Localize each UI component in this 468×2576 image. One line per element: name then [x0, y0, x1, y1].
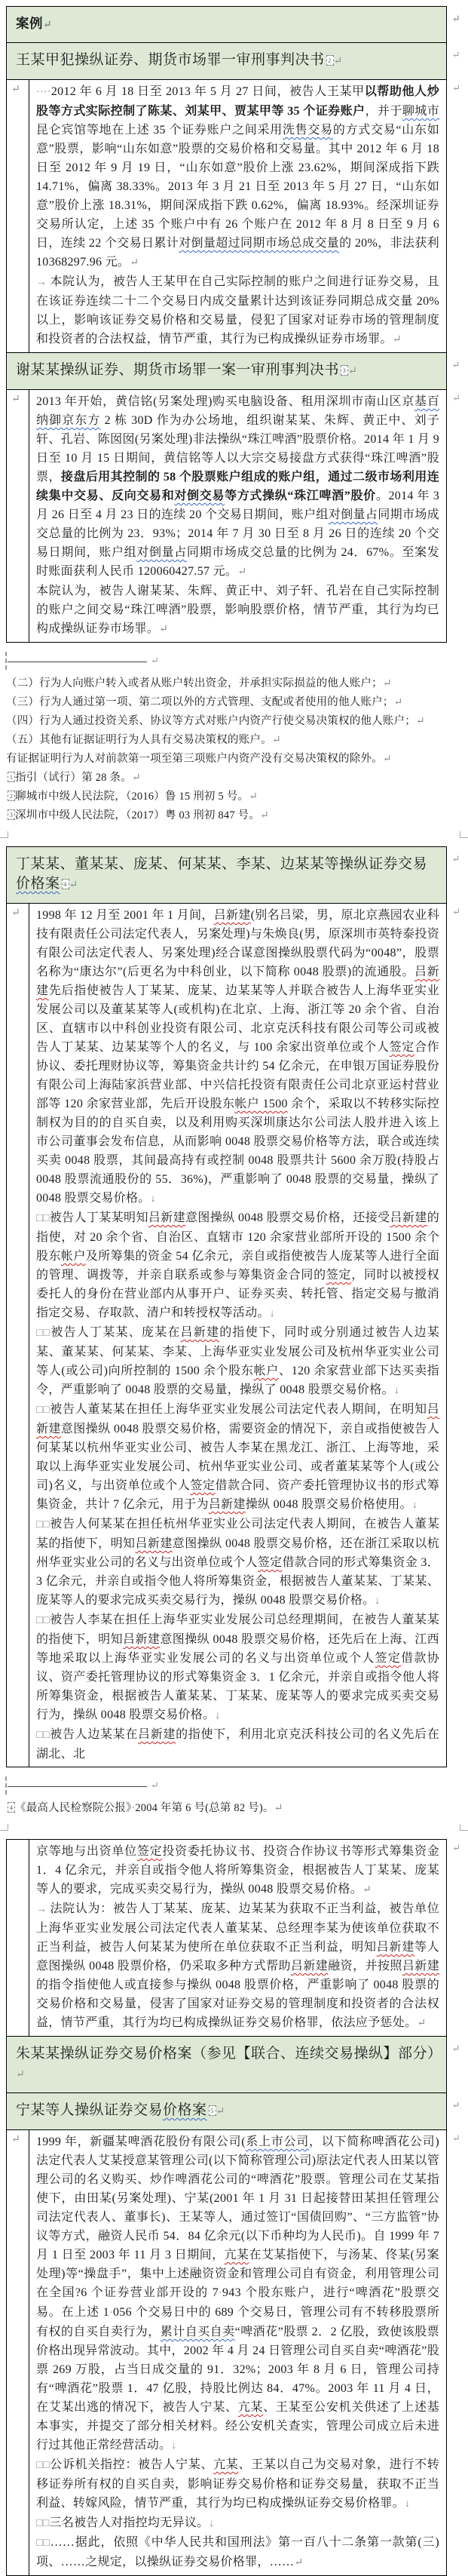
case-title — [16, 362, 339, 378]
footnote-line — [6, 1799, 447, 1818]
row-end-mark-icon: ↵ — [451, 49, 460, 60]
footnote-separator — [6, 1779, 447, 1793]
footnote-ref-marker: 5 — [209, 2105, 216, 2116]
paragraph-mark-icon: ↵ — [69, 880, 78, 891]
case-body-row — [7, 2130, 460, 2575]
paragraph-mark-icon: ↵ — [362, 1884, 372, 1896]
paragraph — [36, 1842, 439, 1899]
text-run: 被告人丁某某、庞某在 — [50, 1326, 181, 1339]
text-run: ，同时以被授权委托人的身份在营业部内从事开户、证券买卖、转托管、指定交易与撤消指定交易、存取款、清户和转授权等活动。 — [36, 1269, 439, 1319]
text-run: 借款合同、资产委托管理协议书的形式筹集资金，共计 7 亿余元，用于为 — [36, 1479, 440, 1511]
text-run: 京等地与出资单位 — [36, 1845, 137, 1858]
text-run: 本院认为，被告人王某甲在自己实际控制的账户之间进行证券交易，且在该证券连续二十二个交易日内成交量累计达到该证券同期总成交量 20%以上，影响该证券交易价格和交易量，侵犯了国家对证券市场的管理制度和投资者的合法权益，情节严重，其行为已构成操纵证券市场罪。 — [36, 275, 439, 345]
linebreak-mark-icon: ↓ — [215, 1710, 221, 1721]
paragraph-mark-icon: ↵ — [237, 566, 247, 578]
text-run: 基百纳御京东方 — [36, 395, 439, 427]
case-body-row — [7, 1840, 460, 2037]
text-run: 聊城市中级人民法院，（2016）鲁 15 刑初 5 号。 — [15, 791, 249, 803]
paragraph-mark-icon: ↵ — [348, 366, 358, 377]
footnote-line — [6, 731, 447, 750]
text-run: （四）行为人通过投资关系、协议等方式对账户内资产行使交易决策权的他人账户； — [6, 715, 416, 727]
row-left-cell — [7, 2130, 29, 2575]
text-run: 指引（试行）第 28 条。 — [15, 772, 132, 784]
paragraph — [36, 1400, 439, 1515]
text-run: 丁某某、董某某、庞某、何某某、李某、边某某等操纵证券交易 — [16, 856, 428, 872]
row-end-mark-icon: ↵ — [451, 2099, 460, 2111]
formatting-mark-icon: □□ — [36, 1730, 50, 1741]
case-title-row — [7, 2093, 460, 2130]
row-end-mark-icon: ↵ — [452, 906, 460, 917]
text-run: 及所筹集的资金 54 亿余元，亲自或指使被告人庞某等人进行全面的管理、调拨等，并亲自联系或参与筹集资金合同的 — [36, 1250, 439, 1282]
paragraph-mark-icon: ↵ — [393, 697, 403, 708]
section-title — [16, 16, 43, 31]
footnote-ref-marker: 1 — [8, 772, 15, 782]
paragraph-mark-icon: ↵ — [260, 810, 269, 821]
footnote-line — [6, 712, 447, 731]
formatting-mark-icon: □□ — [36, 1519, 50, 1531]
text-run: 被告人丁某某明知 — [49, 1211, 148, 1224]
row-end-mark-icon: ↵ — [452, 82, 460, 94]
text-run: 融资，并按照 — [328, 1960, 402, 1973]
text-run: 帐户 — [253, 1365, 279, 1377]
text-run: 吕新建 — [290, 1960, 329, 1973]
paragraph — [36, 1610, 439, 1725]
text-run: 公诉机关指控：被告人宁某、 — [50, 2458, 214, 2471]
footnote-separator — [6, 655, 447, 668]
formatting-mark-icon: □□ — [36, 2460, 50, 2471]
text-run: “啤酒花”股票 2．2 亿股，致使该股票价格出现异常波动。其中，2002 年 4 月 24 日管理公司自买自卖“啤酒花”股票 269 万股，占当日成交量的 91．32%；2003 年 8 月 6 日，管理公司持有“啤酒花”股票 1．47 亿股，持股比例达 84．47%。2003 年 11 月 4 日，在艾某出逃的情况下，被告人宁某、 — [36, 2326, 439, 2414]
case-title-row — [7, 2037, 460, 2093]
text-run: 有证据证明行为人对前款第一项至第三项账户内资产没有交易决策权的除外。 — [6, 753, 383, 765]
linebreak-mark-icon: ↓ — [150, 1193, 156, 1205]
paragraph — [36, 2455, 439, 2513]
paragraph-mark-icon: ↵ — [417, 2018, 427, 2029]
case-title — [16, 52, 325, 68]
case-title — [16, 2102, 207, 2118]
linebreak-mark-icon: ↓ — [405, 2498, 411, 2510]
text-run: 意图操纵 0048 股票交易价格，还接受 — [185, 1211, 390, 1224]
footnote-line — [6, 693, 447, 712]
paragraph-mark-icon: ↵ — [11, 84, 20, 95]
text-run: 吕新建 — [135, 1537, 173, 1550]
paragraph — [36, 1725, 439, 1764]
text-run: 本院认为，被告人谢某某、朱辉、黄正中、刘子轩、孔岩在自己实际控制的账户之间交易“珠江啤酒”股票，影响股票价格，情节严重，其行为均已构成操纵证券市场罪。 — [36, 585, 439, 635]
text-run: 2012 年 6 月 18 日至 2013 年 5 月 27 日间，被告人王某甲 — [50, 85, 365, 98]
text-run: 被告人董某某在担任上海华亚实业发展公司法定代表人期间，在明知 — [50, 1403, 427, 1416]
text-run: 意图操纵 0048 股票交易价格，需要资金的情况下，亲自或指使被告人何某某以杭州华亚实业公司、被告人李某在黑龙江、浙江、上海等地，采取以上海华亚实业发展公司、杭州华亚实业公司、或者董某某等个人(或公司)名义，与出资单位或个人 — [36, 1423, 439, 1492]
paragraph-mark-icon: ↵ — [249, 791, 258, 803]
document-flow — [0, 6, 468, 2576]
text-run: ，并于 — [365, 105, 402, 118]
footnote-area — [6, 655, 447, 825]
footnote-ref-marker: 3 — [341, 365, 348, 376]
paragraph-mark-icon: ↵ — [151, 1779, 159, 1791]
formatting-mark-icon: · — [219, 2288, 222, 2299]
row-end-mark-icon: ↵ — [452, 1842, 460, 1853]
text-run: 2013 年开始，黄信铭(另案处理)购买电脑设备、租用深圳市南山区京 — [36, 395, 414, 408]
paragraph-mark-icon: ↵ — [392, 334, 402, 345]
text-run: 以帮助他人炒股等方式实际控制了陈某、刘某甲、贾某甲等 35 个证券账户 — [36, 85, 439, 118]
linebreak-mark-icon: ↓ — [269, 1308, 276, 1319]
footnote-area — [6, 1779, 447, 1818]
formatting-mark-icon: □□ — [36, 1213, 50, 1224]
page-corner-left — [0, 1824, 8, 1831]
paragraph-mark-icon: ↵ — [130, 257, 139, 269]
text-run: 吕新建 — [402, 1960, 439, 1973]
row-end-mark-icon: ↵ — [451, 359, 460, 370]
text-run: 昆仑宾馆等地在上述 35 个证券账户之间采用 — [36, 124, 283, 137]
text-run: 。2014 年 3 月 26 日至 4 月 23 日的连续 20 个交易日期间，账户组 — [36, 490, 439, 521]
text-run: 等方式操纵“珠江啤酒”股价 — [225, 490, 376, 502]
text-run: 吕新建 — [148, 1211, 186, 1224]
row-left-cell — [7, 390, 29, 642]
text-run: 2004 年第 6 号(总第 82 号)。 — [135, 1802, 274, 1814]
footnote-line — [6, 750, 447, 769]
text-run: 聊城市 — [402, 105, 439, 118]
footnote-line — [6, 674, 447, 693]
text-run: 、120 余家营业部下达买卖指令，严重影响了 0048 股票的交易量，操纵了 0048 股票交易价格。 — [36, 1365, 439, 1396]
text-run: ，以下简称啤酒花公司)法定代表人艾某授意某管理公司(以下简称管理公司)原法定代表人田某以管理公司的名义购买、炒作啤酒花公司的“啤酒花”股票。管理公司在艾某指使下，由田某(另案处理)、宁某(2001 年 1 月 31 日起接替田某担任管理公司法定代表人、董事长)、王某等人，通过签订“国债回购”、“三方监管”协议等方式，融资人民币 54．84 亿余元(以下币种均为人民币)。自 1999 年 7 月 1 日至 2003 年 11 月 3 日期间， — [36, 2135, 439, 2261]
text-run: 1998 年 12 月至 2001 年 1 月间， — [36, 909, 214, 922]
case-title-row — [7, 353, 460, 390]
text-run: 吕新建 — [390, 1211, 427, 1224]
formatting-mark-icon: · — [131, 1803, 136, 1814]
formatting-mark-icon: □□ — [36, 1405, 50, 1416]
case-body-row — [7, 904, 460, 1767]
text-run: 洗售交易 — [282, 124, 333, 137]
page-corner-right — [460, 831, 468, 838]
footnote-ref-marker: 4 — [8, 1802, 15, 1813]
formatting-mark-icon: · — [109, 2307, 113, 2319]
text-run: 2 栋 30D 作为办公场地，组织谢某某、朱辉、黄正中、刘子轩、孔岩、陈囡囡(另案处理)非法操纵“珠江啤酒”股票价格。2014 年 1 月 9 日至 10 月 15 日期间，黄信铭等人以大宗交易接盘方式获得“珠江啤酒”股票， — [36, 414, 439, 484]
text-run: 对倒交易 — [174, 490, 225, 502]
text-run: 朱某某操纵证券交易价格案（参见【联合、连续交易操纵】部分） — [16, 2046, 442, 2062]
text-run: 的指令指使他人或直接参与操纵 0048 股票价格，严重影响了 0048 股票的交易价格和交易量，侵害了国家对证券交易的管理制度和投资者的合法权益，情节严重，其行为均已构成操纵证券交易价格罪，依法应予惩处。 — [36, 1979, 439, 2029]
formatting-mark-icon: □□ — [36, 1328, 51, 1339]
row-end-mark-icon: ↵ — [452, 2132, 460, 2144]
text-run: 三名被告人对指控均无异议。 — [49, 2516, 210, 2529]
paragraph-mark-icon: ↵ — [382, 678, 392, 689]
text-run: 056 个交易日中的 689 个交易日，管理公司有不转移股票所有权的自买自卖行为， — [36, 2306, 439, 2338]
text-run: 的 20%，非法获利 10368297.96 元。 — [36, 237, 439, 269]
case-body-row — [7, 80, 460, 353]
paragraph-mark-icon: ↵ — [274, 1803, 283, 1814]
row-left-cell — [7, 80, 29, 352]
text-run: 吕新建 — [123, 1633, 161, 1646]
formatting-mark-icon: □□ — [36, 1615, 50, 1626]
text-run: 的方式交易“山东如意”股票，影响“山东如意”股票的交易价格和交易量。其中 2012 年 6 月 18 日至 2012 年 9 月 19 日，“山东如意”股价上涨 23.62%，期间深成指下跌 14.71%，偏离 38.33%。2013 年 3 月 21 日至 2013 年 5 月 27 日，“山东如意”股价上涨 18.31%，期间深成指下跌 0.62%，偏离 18.93%。经深圳证券交易所认定，上述 35 个账户中有 26 个账户在 2012 年 8 月 8 日至 9 月 6 日，连续 22 个交易日累计 — [36, 124, 439, 250]
paragraph — [36, 392, 439, 582]
paragraph — [36, 2533, 439, 2572]
paragraph-mark-icon: ↵ — [271, 735, 281, 746]
paragraph — [36, 1515, 439, 1610]
text-run: 吕新建 — [36, 1403, 439, 1435]
text-run: 吕新建 — [208, 1498, 246, 1511]
text-run: 帐户 — [60, 1250, 86, 1263]
text-run: 签定 — [257, 1556, 283, 1569]
text-run: 签定 — [190, 1479, 216, 1492]
paragraph-mark-icon: ↵ — [159, 624, 169, 635]
text-run: 签定 — [389, 1041, 414, 1054]
footnote-ref-marker: 4 — [62, 879, 69, 889]
text-run: 系上市公司 — [245, 2135, 309, 2148]
text-run: （五）其他有证据证明行为人具有交易决策权的账户。 — [6, 734, 272, 746]
text-run: 累计自买自卖 — [160, 2326, 235, 2338]
text-run: 对倒量占 — [328, 508, 378, 521]
text-run: （二）行为人向账户转入或者从账户转出资金，并承担实际损益的他人账户； — [6, 677, 383, 689]
paragraph-mark-icon: ↵ — [16, 2069, 26, 2080]
case-title-row — [7, 847, 460, 904]
text-run: 、王某以自己为交易对象，进行不转移证券所有权的自买自卖，影响证券交易价格和证券交易量，获取不正当利益、转嫁风险，情节严重，其行为均已构成操纵证券交易价格罪。 — [36, 2458, 439, 2510]
text-run: 对倒量占 — [136, 546, 187, 559]
text-run: 吕新建 — [376, 1941, 414, 1954]
text-run: 亢某 — [213, 2458, 239, 2471]
case-table — [6, 846, 460, 1767]
text-run: 深圳市中级人民法院，（2017）粤 03 刑初 847 号。 — [15, 809, 260, 821]
paragraph — [36, 1899, 439, 2033]
linebreak-mark-icon: ↓ — [375, 1595, 381, 1607]
linebreak-mark-icon: ↓ — [171, 2440, 177, 2452]
paragraph-mark-icon: ↵ — [415, 716, 425, 727]
text-run: 投资委托协议书、投资合作协议书等形式筹集资金 1．4 亿余元，并亲自或指令他人将所筹集资金，根据被告人丁某某、庞某等人的要求，完成买卖交易行为，操纵 0048 股票交易价格。 — [36, 1845, 439, 1896]
paragraph — [36, 2132, 439, 2455]
case-title — [16, 2046, 442, 2062]
text-run: 在艾某指使下，与汤某、佟某(另案处理)等“操盘手”，集中上述融资资金和管理公司自有资金，利用管理公司在全国?6 个证券营业部开设的 7 — [36, 2249, 439, 2299]
row-text-cell — [29, 904, 446, 1767]
text-run: 余个，采取以不转移实际控制权为目的的自买自卖，以及利用购买深圳康达尔公司法人股并进入该上市公司董事会发布信息，从而影响 0048 股票交易价格等方法，联合或连续买卖 0048 股票，其间最高持有或控制 0048 股票共计 5600 余万股(持股占 0048 股票流通股份的 55．36%)，严重影响了 0048 股票的交易量，操纵了 0048 股票交易价格。 — [36, 1098, 439, 1205]
text-run: 对倒量超过同期市场总成交量 — [179, 237, 340, 250]
footnote-ref-marker: 2 — [326, 55, 334, 66]
formatting-mark-icon: ···· — [36, 87, 51, 98]
page-corner-right — [460, 1824, 468, 1831]
text-run: ……据此，依照《中华人民共和国刑法》第一百八十二条第一款第(三)项、……之规定，以操纵证券交易价格罪，…… — [36, 2536, 439, 2568]
text-run: 先后指使被告人丁某某、庞某、边某某等人并联合被告人上海华亚实业发展公司以及董某某等人(或机构)在北京、上海、浙江等 20 余个省、自治区、直辖市以中科创业投资有限公司、北京克沃科技有限公司等公司或被告人丁某某、边某某等个人的名义，与 100 余家出资单位或个人 — [36, 984, 439, 1054]
page-break — [0, 830, 468, 842]
text-run: 接盘后用其控制的 58 个股票账户组成的账户组，通过二级市场利用连续集中交易、反向交易和 — [36, 471, 439, 502]
paragraph-mark-icon: ↵ — [294, 2557, 304, 2568]
text-run: (别名吕梁，男，原北京燕园农业科技有限责任公司法定代表人，另案处理)与朱焕良(男，原深圳市英特泰投资有限公司法定代表人、另案处理)经合谋意图操纵股票代码为“0048”，股票名称为“康达尔”(后更名为中科创业，以下简称 0048 股票)的流通股。 — [36, 909, 439, 978]
text-run: 意图操纵 0048 股票交易价格，还在浙江采取以杭州华亚实业公司的名义与出资单位或个人 — [36, 1537, 439, 1569]
case-table — [6, 6, 460, 643]
page-corner-left — [0, 831, 8, 838]
text-run: 吕新建 — [213, 909, 251, 922]
text-run: 同期市场成交总量的比例为 23．93%；2014 年 7 月 30 日至 8 月 26 日的连续 20 个交易日期间，账户组 — [36, 508, 439, 559]
paragraph-mark-icon: ↵ — [151, 655, 159, 666]
formatting-mark-icon: → — [36, 1904, 50, 1915]
paragraph — [36, 582, 439, 639]
row-text-cell — [29, 1840, 446, 2036]
text-run: 1999 年，新疆某啤酒花股份有限公司( — [36, 2135, 246, 2148]
text-run: 价格案 — [163, 2102, 207, 2118]
text-run: （三）行为人通过第一项、第二项以外的方式管理、支配或者使用的他人账户； — [6, 696, 394, 708]
text-run: 、王某至公安机关供述了上述基本事实，并提交了部分相关材料。经公安机关查实，管理公司成立后未进行过其他正常经营活动。 — [36, 2401, 439, 2452]
paragraph-mark-icon: ↵ — [11, 2134, 20, 2145]
paragraph-mark-icon: ↵ — [216, 2106, 225, 2117]
text-run: 等人意图操纵 0048 股票价格，仍采取多种方式帮助 — [36, 1941, 439, 1973]
text-run: 被告人边某某在 — [50, 1728, 139, 1741]
paragraph — [36, 1208, 439, 1323]
paragraph-mark-icon: ↵ — [43, 20, 53, 31]
formatting-mark-icon: □□ — [36, 2538, 50, 2549]
linebreak-mark-icon: ↓ — [411, 1500, 418, 1511]
case-title-row — [7, 43, 460, 80]
text-run: 意图操纵 0048 股票交易价格，还先后在上海、江西等地采取以上海华亚实业发展公司的名义与出资单位或个人 — [36, 1633, 439, 1665]
formatting-mark-icon: → — [36, 277, 50, 288]
row-end-mark-icon: ↵ — [452, 392, 460, 404]
text-run: 943 个股东账户，进行“啤酒花”股票交易。在上述 1 — [36, 2286, 439, 2319]
row-end-mark-icon: ↵ — [451, 13, 460, 24]
text-run: 谢某某操纵证券、期货市场罪一案一审刑事判决书 — [16, 362, 340, 378]
footnote-guide-mark — [5, 1776, 7, 1795]
text-run: 签定 — [136, 1845, 163, 1858]
paragraph-mark-icon: ↵ — [333, 56, 343, 67]
paragraph — [36, 2513, 439, 2533]
linebreak-mark-icon: ↓ — [393, 1385, 400, 1396]
case-body-row — [7, 390, 460, 642]
footnote-line — [6, 806, 447, 825]
row-left-cell — [7, 1840, 29, 2036]
paragraph-mark-icon: ↵ — [382, 754, 392, 765]
text-run: 亢某 — [224, 2249, 249, 2261]
paragraph — [36, 82, 439, 272]
footnote-line — [6, 769, 447, 788]
case-table — [6, 1839, 460, 2576]
paragraph-mark-icon: ↵ — [131, 772, 141, 784]
text-run: 的指使下，利用北京克沃科技公司的名义先后在湖北、北 — [36, 1728, 439, 1761]
row-text-cell — [29, 2130, 446, 2575]
text-run: 《最高人民检察院公报》 — [15, 1802, 132, 1814]
paragraph — [36, 1323, 439, 1400]
text-run: 签定 — [375, 1652, 402, 1665]
paragraph-mark-icon: ↵ — [11, 907, 20, 919]
footnote-line — [6, 788, 447, 806]
text-run: 被告人何某某在担任杭州华亚实业公司法定代表人期间，在被告人董某某的指使下，明知 — [36, 1518, 439, 1550]
row-left-cell — [7, 904, 29, 1767]
formatting-mark-icon: □□ — [36, 2518, 50, 2529]
footnote-ref-marker: 3 — [8, 809, 15, 820]
text-run: 法院认为：被告人丁某某、庞某、边某某为获取不正当利益，被告单位上海华亚实业发展公司法定代表人董某某、总经理李某为使该单位获取不正当利益，被告人何某某为使所在单位获取不正当利益，明知 — [36, 1902, 439, 1954]
text-run: 签定 — [326, 1269, 352, 1282]
text-run: 的指使下，同时或分别通过被告人边某某、董某某、何某某、李某、上海华亚实业发展公司及杭州华亚实业公司等人(或公司)向所控制的 1500 余个股东 — [36, 1326, 439, 1377]
text-run: 借款合同的形式筹集资金 3．3 亿余元，并亲自或指令他人将所筹集资金，根据被告人董某某、丁某某、庞某等人的要求完成买卖交易行为，操纵 0048 股票交易价格。 — [36, 1556, 439, 1607]
footnote-ref-marker: 2 — [8, 791, 15, 801]
text-run: 的指使，对 20 余个省、自治区、直辖市 120 余家营业部所开设的 1500 余个股东 — [36, 1211, 440, 1263]
text-run: 亢某 — [237, 2401, 264, 2414]
paragraph — [36, 906, 439, 1208]
row-end-mark-icon: ↵ — [451, 2043, 460, 2054]
footnote-guide-mark — [5, 652, 7, 670]
text-run: 借款协议、资产委托管理协议的形式筹集资金 3．1 亿余元，并亲自或指令他人将所筹集资金，根据被告人董某某、丁某某、庞某等人的要求完成买卖交易行为，操纵 0048 股票交易价格。 — [36, 1652, 440, 1721]
text-run: 吕新建 — [138, 1728, 176, 1741]
text-run: 操纵 0048 股票交易价格使用。 — [245, 1498, 412, 1511]
text-run: 帐户 1500 — [234, 1098, 288, 1110]
row-text-cell — [29, 80, 446, 352]
text-run: 吕新建 — [180, 1326, 220, 1339]
text-run: 同期市场成交总量的比例为 24．67%。至案发时账面获利人民币 120060427.57 元。 — [36, 546, 439, 578]
linebreak-mark-icon: ↓ — [209, 2518, 215, 2529]
paragraph-mark-icon: ↵ — [11, 394, 20, 405]
text-run: 被告人李某在担任上海华亚实业发展公司总经理期间，在被告人董某某的指使下，明知 — [36, 1613, 439, 1646]
table-section-header-row — [7, 7, 460, 43]
text-run: 王某甲犯操纵证券、期货市场罪一审刑事判决书 — [16, 52, 325, 68]
row-text-cell — [29, 390, 446, 642]
row-end-mark-icon: ↵ — [451, 853, 460, 864]
footnote-separator-line — [8, 1786, 147, 1787]
page-break — [0, 1822, 468, 1835]
text-run: 案例 — [16, 16, 43, 31]
text-run: 价格案 — [16, 876, 60, 892]
text-run: 合作协议、委托理财协议等，筹集资金共计约 54 亿余元，在申银万国证券股份有限公司上海陆家浜营业部、中兴信托投资有限责任公司北京亚运村营业部等 120 余家营业部，先后开设股东 — [36, 1041, 439, 1110]
text-run: 吕新建 — [36, 966, 439, 997]
paragraph — [36, 272, 439, 349]
text-run: 宁某等人操纵证券交易 — [16, 2102, 164, 2118]
